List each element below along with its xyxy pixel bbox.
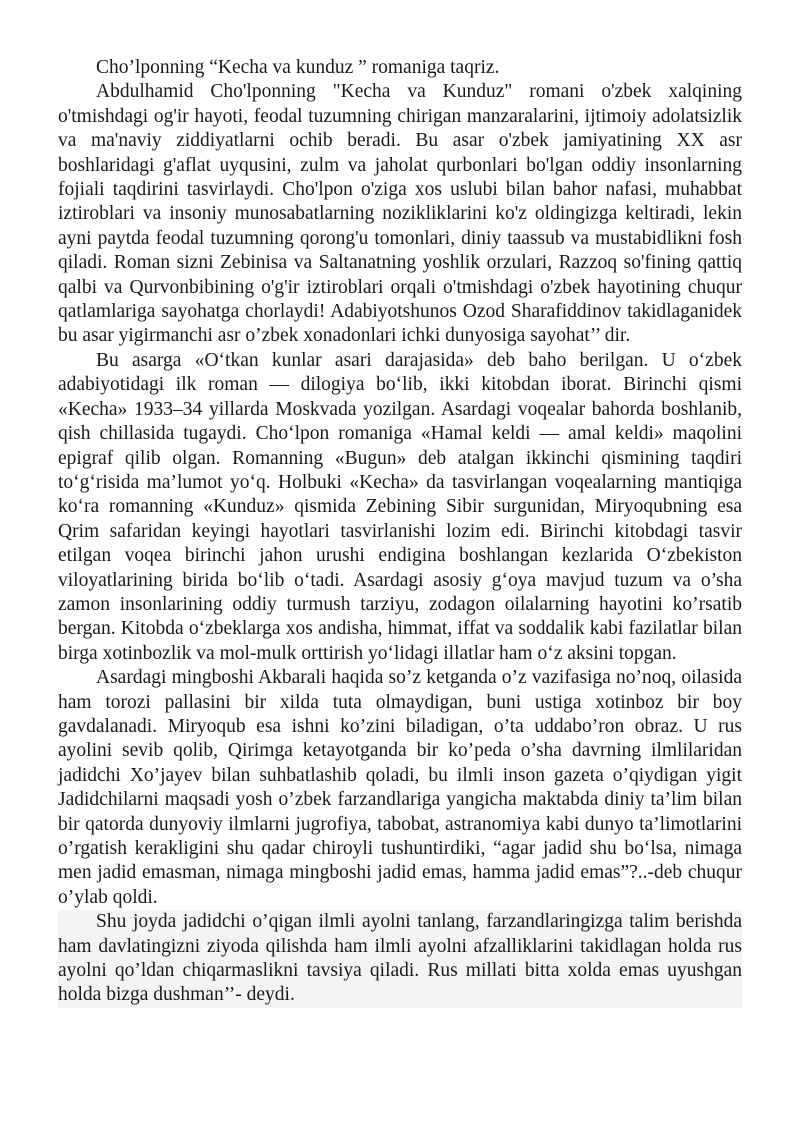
document-page [58, 56, 742, 1008]
paragraph-conclusion: Shu joyda jadidchi o’qigan ilmli ayolni tanlang, farzandlaringizga talim berishda ham davlatingizni ziyoda qilishda ham ilmli ayolni afzalliklarini takidlagan holda rus ayolni qo’ldan chiqarmaslikni tavsiya qiladi. Rus millati bitta xolda emas uyushgan holda bizga dushman’’- deydi. [58, 910, 742, 1008]
paragraph-characters: Asardagi mingboshi Akbarali haqida so’z ketganda o’z vazifasiga no’noq, oilasida ham torozi pallasini bir xilda tuta olmaydigan, buni ustiga xotinboz bir boy gavdalanadi. Miryoqub esa ishni ko’zini biladigan, o’ta uddabo’ron obraz. U rus ayolini sevib qolib, Qirimga ketayotganda bir ko’peda o’sha davrning ilmlilaridan jadidchi Xo’jayev bilan suhbatlashib qoladi, bu ilmli inson gazeta o’qiydigan yigit Jadidchilarni maqsadi yosh o’zbek farzandlariga yangicha maktabda diniy ta’lim bilan bir qatorda dunyoviy ilmlarni jugrofiya, tabobat, astranomiya kabi dunyo ta’limotlarini o’rgatish kerakligini shu qadar chiroyli tushuntirdiki, “agar jadid shu bo‘lsa, nimaga men jadid emasman, nimaga mingboshi jadid emas, hamma jadid emas”?..-deb chuqur o’ylab qoldi. [58, 667, 742, 908]
paragraph-history: Bu asarga «O‘tkan kunlar asari darajasida» deb baho berilgan. U o‘zbek adabiyotidagi ilk roman — dilogiya bo‘lib, ikki kitobdan iborat. Birinchi qismi «Kecha» 1933–34 yillarda Moskvada yozilgan. Asardagi voqealar bahorda boshlanib, qish chillasida tugaydi. Cho‘lpon romaniga «Hamal keldi — amal keldi» maqolini epigraf qilib olgan. Romanning «Bugun» deb atalgan ikkinchi qismining taqdiri to‘g‘risida ma’lumot yo‘q. Holbuki «Kecha» da tasvirlangan voqealarning mantiqiga ko‘ra romanning «Kunduz» qismida Zebining Sibir surgunidan, Miryoqubning esa Qrim safaridan keyingi hayotlari tasvirlanishi lozim edi. Birinchi kitobdagi tasvir etilgan voqea birinchi jahon urushi endigina boshlangan kezlarida O‘zbekiston viloyatlarining birida bo‘lib o‘tadi. Asardagi asosiy g‘oya mavjud tuzum va o’sha zamon insonlarining oddiy turmush tarziyu, zodagon oilalarning hayotini ko’rsatib bergan. Kitobda o‘zbeklarga xos andisha, himmat, iffat va soddalik kabi fazilatlar bilan birga xotinbozlik va mol-mulk orttirish yo‘lidagi illatlar ham o‘z aksini topgan. [58, 349, 742, 664]
document-title: Cho’lponning “Kecha va kunduz ” romaniga taqriz. [96, 57, 500, 78]
paragraph-intro: Abdulhamid Cho'lponning "Kecha va Kunduz" romani o'zbek xalqining o'tmishdagi og'ir hayoti, feodal tuzumning chirigan manzaralarini, ijtimoiy adolatsizlik va ma'naviy ziddiyatlarni ochib beradi. Bu asar o'zbek jamiyatining XX asr boshlaridagi g'aflat uyqusini, zulm va jaholat qurbonlari bo'lgan oddiy insonlarning fojiali taqdirini tasvirlaydi. Cho'lpon o'ziga xos uslubi bilan bahor nafasi, muhabbat iztiroblari va insoniy munosabatlarning nozikliklarini ko'z oldingizga keltiradi, lekin ayni paytda feodal tuzumning qorong'u tomonlari, diniy taassub va mustabidlikni fosh qiladi. Roman sizni Zebinisa va Saltanatning yoshlik orzulari, Razzoq so'fining qattiq qalbi va Qurvonbibining o'g'ir iztiroblari orqali o'tmishdagi o'zbek hayotining chuqur qatlamlariga sayohatga chorlaydi! Adabiyotshunos Ozod Sharafiddinov takidlaganidek bu asar yigirmanchi asr o’zbek xonadonlari ichki dunyosiga sayohat’’ dir. [58, 81, 742, 347]
